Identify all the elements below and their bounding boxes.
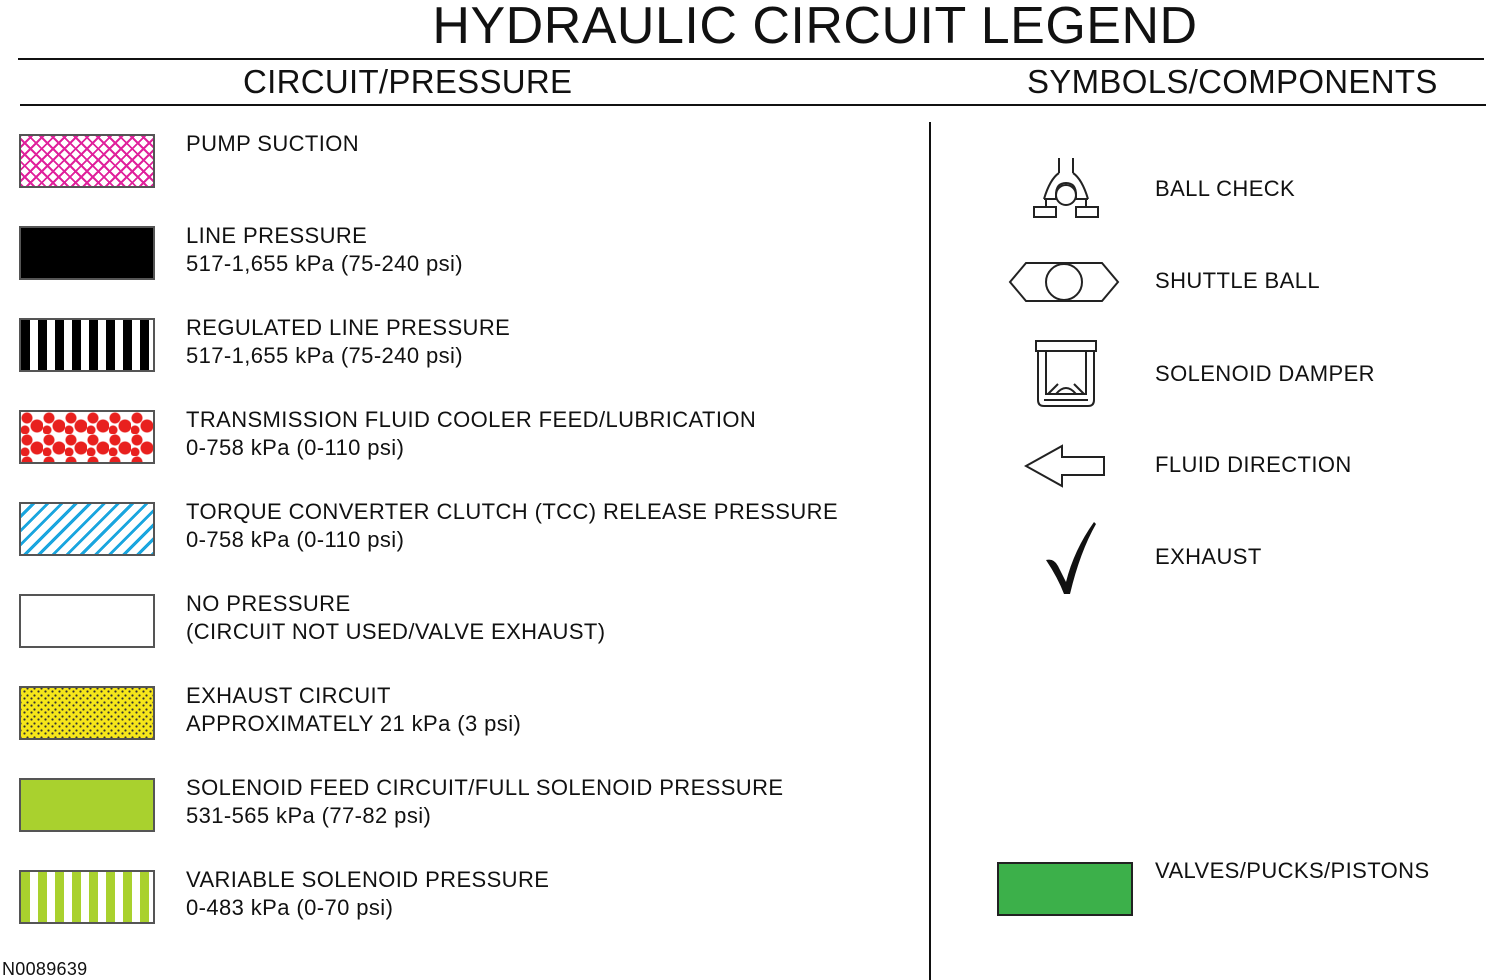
- circuit-detail: 531-565 kPa (77-82 psi): [186, 803, 432, 828]
- circuit-name: LINE PRESSURE: [186, 223, 368, 248]
- circuit-detail: 0-483 kPa (0-70 psi): [186, 895, 394, 920]
- tcc-release-pressure-label: [186, 498, 838, 554]
- solenoid-feed-label: [186, 774, 783, 830]
- figure-code: N0089639: [2, 959, 88, 979]
- circuit-detail: 0-758 kPa (0-110 psi): [186, 527, 405, 552]
- circuit-detail: 517-1,655 kPa (75-240 psi): [186, 251, 464, 276]
- column-divider: [929, 122, 931, 980]
- circuit-name: SOLENOID FEED CIRCUIT/FULL SOLENOID PRESSURE: [186, 775, 784, 800]
- exhaust-circuit-label: [186, 682, 521, 738]
- line-pressure-label: [186, 222, 463, 278]
- cooler-feed-lubrication-swatch: [19, 410, 155, 464]
- circuit-name: EXHAUST CIRCUIT: [186, 683, 391, 708]
- variable-solenoid-pressure-swatch: [19, 870, 155, 924]
- circuit-detail: 517-1,655 kPa (75-240 psi): [186, 343, 464, 368]
- line-pressure-swatch: [19, 226, 155, 280]
- solenoid-damper-label: SOLENOID DAMPER: [1155, 361, 1375, 386]
- exhaust-label: EXHAUST: [1155, 544, 1262, 569]
- shuttle-ball-icon: [1008, 259, 1120, 305]
- shuttle-ball-label: SHUTTLE BALL: [1155, 268, 1320, 293]
- circuit-name: NO PRESSURE: [186, 591, 351, 616]
- circuit-detail: APPROXIMATELY 21 kPa (3 psi): [186, 711, 522, 736]
- regulated-line-pressure-swatch: [19, 318, 155, 372]
- circuit-name: TORQUE CONVERTER CLUTCH (TCC) RELEASE PRESSURE: [186, 499, 839, 524]
- circuit-pressure-header: CIRCUIT/PRESSURE: [243, 63, 573, 100]
- tcc-release-pressure-swatch: [19, 502, 155, 556]
- no-pressure-swatch: [19, 594, 155, 648]
- ball-check-icon: [1026, 155, 1106, 223]
- circuit-name: REGULATED LINE PRESSURE: [186, 315, 511, 340]
- arrow-left-icon: [1024, 442, 1108, 490]
- checkmark-icon: [1044, 520, 1098, 596]
- circuit-name: VARIABLE SOLENOID PRESSURE: [186, 867, 550, 892]
- valves-pucks-pistons-label: VALVES/PUCKS/PISTONS: [1155, 858, 1430, 883]
- header-rule: [20, 104, 1486, 106]
- solenoid-feed-swatch: [19, 778, 155, 832]
- circuit-name: TRANSMISSION FLUID COOLER FEED/LUBRICATION: [186, 407, 757, 432]
- variable-solenoid-pressure-label: [186, 866, 549, 922]
- no-pressure-label: [186, 590, 605, 646]
- circuit-name: PUMP SUCTION: [186, 131, 360, 156]
- ball-check-label: BALL CHECK: [1155, 176, 1296, 201]
- solenoid-damper-icon: [1032, 338, 1100, 410]
- symbols-components-header: SYMBOLS/COMPONENTS: [1027, 63, 1438, 100]
- circuit-detail: 0-758 kPa (0-110 psi): [186, 435, 405, 460]
- regulated-line-pressure-label: [186, 314, 510, 370]
- valves-pucks-pistons-swatch: [997, 862, 1133, 916]
- legend-title: HYDRAULIC CIRCUIT LEGEND: [432, 0, 1198, 55]
- pump-suction-swatch: [19, 134, 155, 188]
- pump-suction-label: [186, 130, 359, 158]
- cooler-feed-lubrication-label: [186, 406, 756, 462]
- exhaust-circuit-swatch: [19, 686, 155, 740]
- title-rule: [18, 58, 1484, 60]
- fluid-direction-label: FLUID DIRECTION: [1155, 452, 1352, 477]
- circuit-detail: (CIRCUIT NOT USED/VALVE EXHAUST): [186, 619, 606, 644]
